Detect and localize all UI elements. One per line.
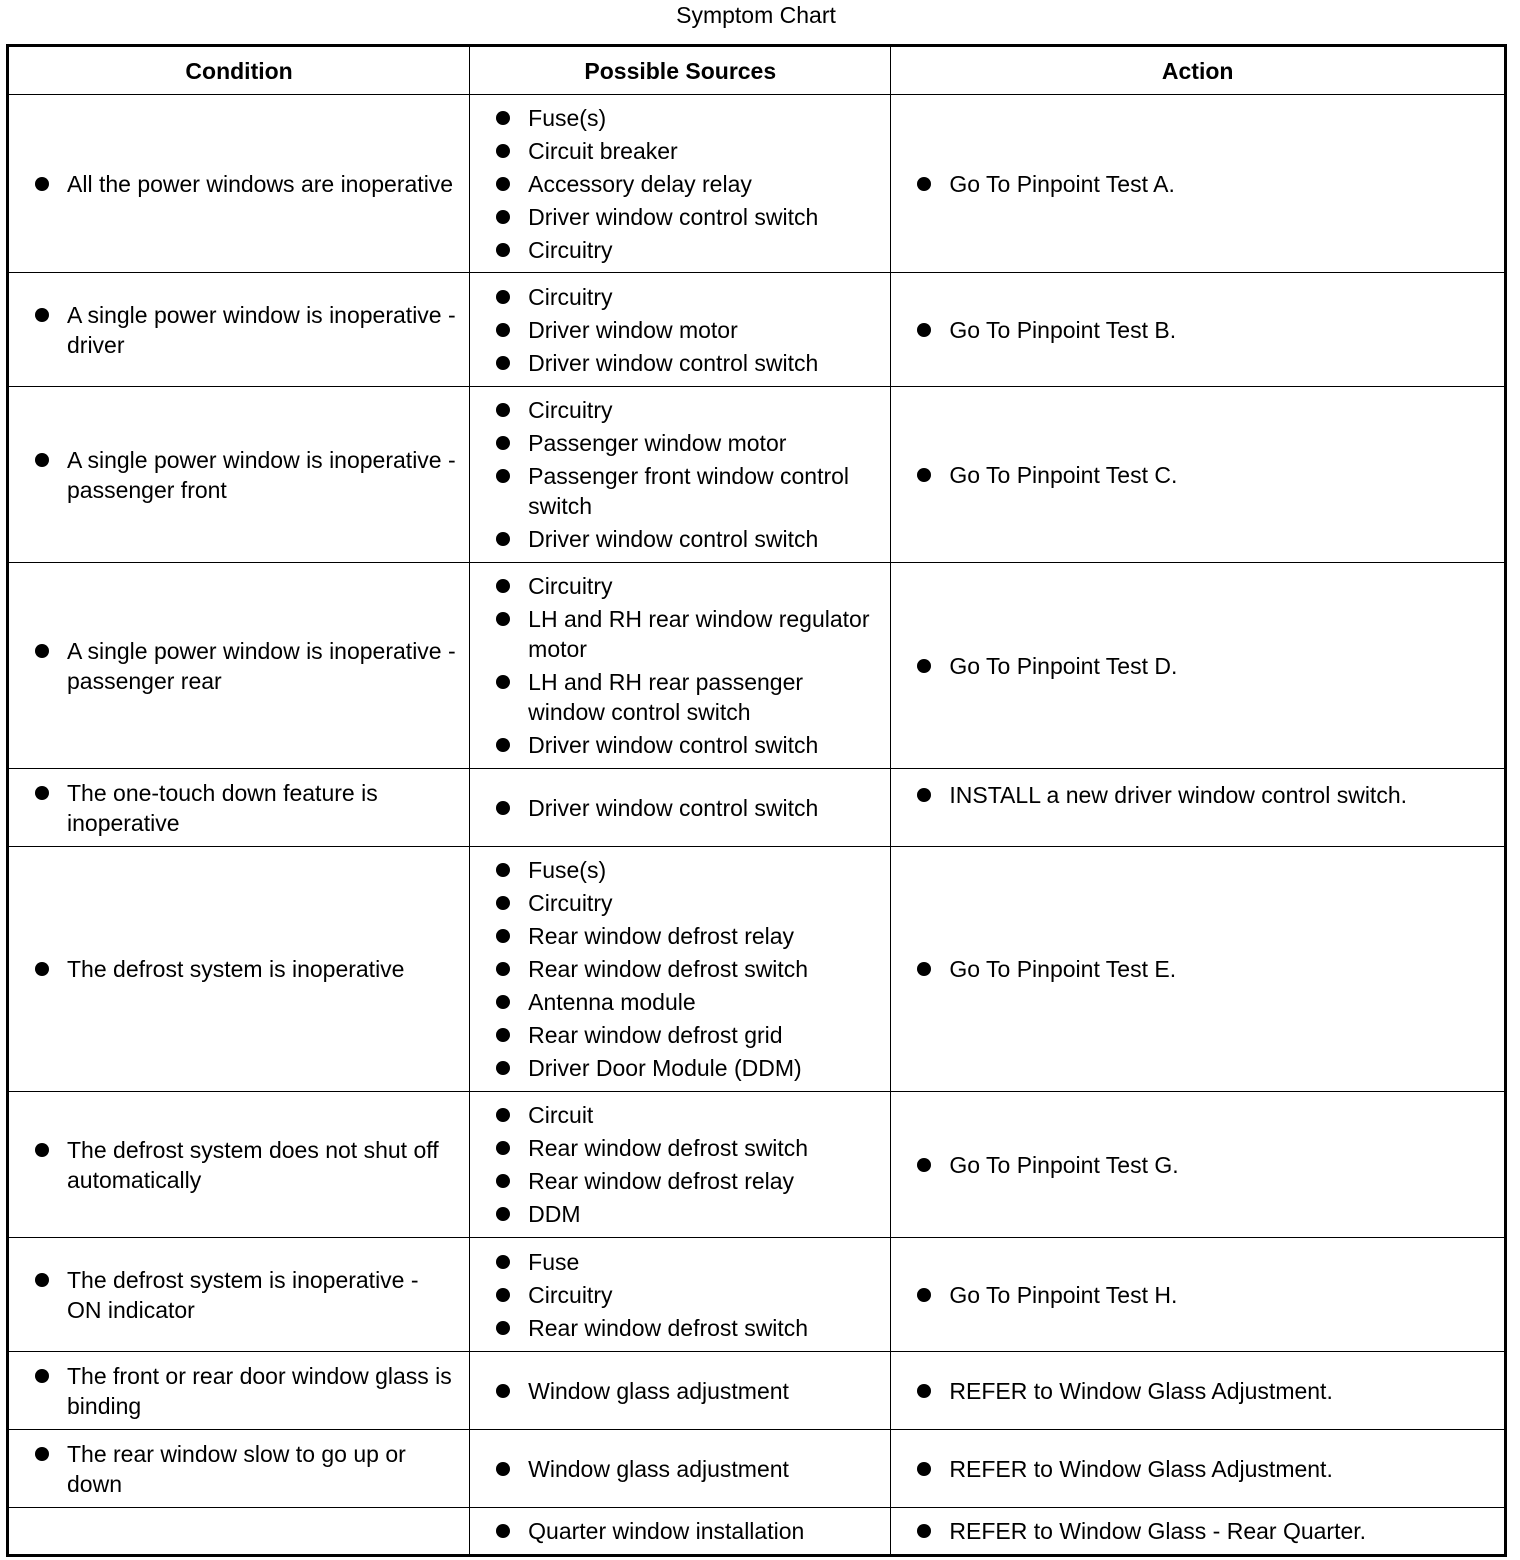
possible-sources-cell xyxy=(470,1352,891,1430)
condition-text: All the power windows are inoperative xyxy=(9,169,469,199)
condition-text: The one-touch down feature is inoperative xyxy=(9,778,469,838)
condition-text: The defrost system is inoperative - ON indicator xyxy=(9,1265,469,1325)
action-cell xyxy=(891,1092,1506,1238)
table-row xyxy=(8,1238,1506,1352)
possible-sources-cell xyxy=(470,387,891,563)
action-text: Go To Pinpoint Test H. xyxy=(891,1280,1504,1310)
table-row xyxy=(8,563,1506,769)
condition-cell xyxy=(8,1238,470,1352)
condition-cell xyxy=(8,273,470,387)
source-item: DDM xyxy=(470,1199,890,1229)
source-item: Driver window control switch xyxy=(470,202,890,232)
source-item: Circuitry xyxy=(470,235,890,265)
table-row xyxy=(8,95,1506,273)
source-item: Fuse xyxy=(470,1247,890,1277)
source-item: Quarter window installation xyxy=(470,1516,890,1546)
action-text: Go To Pinpoint Test B. xyxy=(891,315,1504,345)
source-item: Circuitry xyxy=(470,282,890,312)
action-cell xyxy=(891,563,1506,769)
action-cell xyxy=(891,273,1506,387)
action-text: Go To Pinpoint Test G. xyxy=(891,1150,1504,1180)
condition-cell xyxy=(8,387,470,563)
source-item: Circuit breaker xyxy=(470,136,890,166)
header-row xyxy=(8,46,1506,95)
action-text: REFER to Window Glass Adjustment. xyxy=(891,1454,1504,1484)
source-item: Window glass adjustment xyxy=(470,1376,890,1406)
possible-sources-cell xyxy=(470,1430,891,1508)
table-row xyxy=(8,1430,1506,1508)
action-text: Go To Pinpoint Test D. xyxy=(891,651,1504,681)
source-item: Rear window defrost relay xyxy=(470,1166,890,1196)
action-text: REFER to Window Glass - Rear Quarter. xyxy=(891,1516,1504,1546)
possible-sources-cell xyxy=(470,95,891,273)
source-item: Circuitry xyxy=(470,888,890,918)
condition-cell xyxy=(8,1352,470,1430)
source-item: Passenger window motor xyxy=(470,428,890,458)
action-text: INSTALL a new driver window control switch. xyxy=(891,780,1504,810)
source-item: Rear window defrost relay xyxy=(470,921,890,951)
table-row xyxy=(8,769,1506,847)
condition-cell xyxy=(8,1508,470,1556)
possible-sources-cell xyxy=(470,273,891,387)
action-cell xyxy=(891,1430,1506,1508)
source-item: Fuse(s) xyxy=(470,855,890,885)
action-text: Go To Pinpoint Test C. xyxy=(891,460,1504,490)
source-item: Circuitry xyxy=(470,571,890,601)
condition-text: The defrost system does not shut off automatically xyxy=(9,1135,469,1195)
condition-text: The defrost system is inoperative xyxy=(9,954,469,984)
action-cell xyxy=(891,95,1506,273)
condition-cell xyxy=(8,95,470,273)
source-item: Circuitry xyxy=(470,395,890,425)
condition-cell xyxy=(8,769,470,847)
source-item: Driver window control switch xyxy=(470,793,890,823)
condition-text: A single power window is inoperative - passenger rear xyxy=(9,636,469,696)
action-cell xyxy=(891,769,1506,847)
action-cell xyxy=(891,1508,1506,1556)
table-row xyxy=(8,387,1506,563)
action-cell xyxy=(891,1238,1506,1352)
condition-cell xyxy=(8,1430,470,1508)
source-item: Accessory delay relay xyxy=(470,169,890,199)
header-condition: Condition xyxy=(8,46,470,95)
condition-cell xyxy=(8,847,470,1092)
source-item: LH and RH rear passenger window control switch xyxy=(470,667,890,727)
condition-text: The front or rear door window glass is binding xyxy=(9,1361,469,1421)
source-item: Rear window defrost switch xyxy=(470,1313,890,1343)
source-item: Rear window defrost switch xyxy=(470,1133,890,1163)
condition-text: A single power window is inoperative - driver xyxy=(9,300,469,360)
action-text: Go To Pinpoint Test A. xyxy=(891,169,1504,199)
source-item: Driver window control switch xyxy=(470,730,890,760)
possible-sources-cell xyxy=(470,1238,891,1352)
source-item: Rear window defrost switch xyxy=(470,954,890,984)
possible-sources-cell xyxy=(470,1508,891,1556)
possible-sources-cell xyxy=(470,847,891,1092)
condition-cell xyxy=(8,563,470,769)
header-action: Action xyxy=(891,46,1506,95)
source-item: Circuit xyxy=(470,1100,890,1130)
header-possible-sources: Possible Sources xyxy=(470,46,891,95)
condition-text: The rear window slow to go up or down xyxy=(9,1439,469,1499)
source-item: Antenna module xyxy=(470,987,890,1017)
possible-sources-cell xyxy=(470,1092,891,1238)
action-text: Go To Pinpoint Test E. xyxy=(891,954,1504,984)
condition-cell xyxy=(8,1092,470,1238)
possible-sources-cell xyxy=(470,769,891,847)
source-item: Driver Door Module (DDM) xyxy=(470,1053,890,1083)
source-item: Driver window control switch xyxy=(470,524,890,554)
action-text: REFER to Window Glass Adjustment. xyxy=(891,1376,1504,1406)
table-row xyxy=(8,1092,1506,1238)
source-item: Driver window control switch xyxy=(470,348,890,378)
table-row xyxy=(8,1352,1506,1430)
source-item: Driver window motor xyxy=(470,315,890,345)
source-item: Passenger front window control switch xyxy=(470,461,890,521)
source-item: Window glass adjustment xyxy=(470,1454,890,1484)
source-item: Rear window defrost grid xyxy=(470,1020,890,1050)
action-cell xyxy=(891,847,1506,1092)
symptom-table xyxy=(6,44,1507,1557)
table-row xyxy=(8,847,1506,1092)
possible-sources-cell xyxy=(470,563,891,769)
condition-text: A single power window is inoperative - passenger front xyxy=(9,445,469,505)
action-cell xyxy=(891,1352,1506,1430)
source-item: Fuse(s) xyxy=(470,103,890,133)
source-item: Circuitry xyxy=(470,1280,890,1310)
chart-title: Symptom Chart xyxy=(676,2,836,28)
table-row xyxy=(8,273,1506,387)
action-cell xyxy=(891,387,1506,563)
source-item: LH and RH rear window regulator motor xyxy=(470,604,890,664)
table-row xyxy=(8,1508,1506,1556)
